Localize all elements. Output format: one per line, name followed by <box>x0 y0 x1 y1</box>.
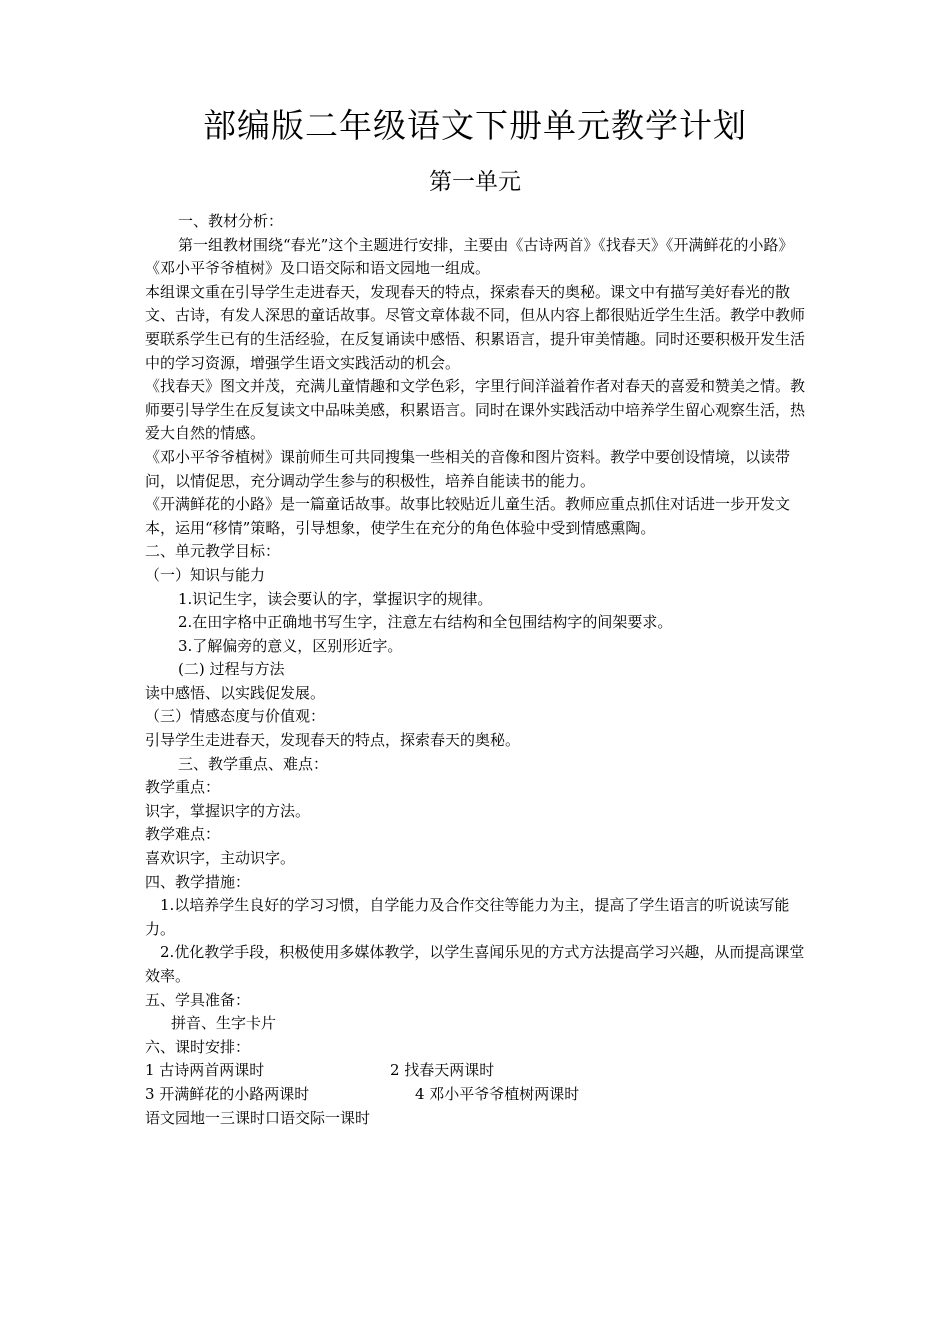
list-item: 2.在田字格中正确地书写生字，注意左右结构和全包围结构字的间架要求。 <box>178 613 673 632</box>
document-title: 部编版二年级语文下册单元教学计划 <box>203 106 747 145</box>
list-item: 2.优化教学手段，积极使用多媒体教学，以学生喜闻乐见的方式方法提高学习兴趣，从而提高课堂效率。 <box>145 943 805 985</box>
paragraph: 语文园地一三课时口语交际一课时 <box>145 1108 371 1127</box>
unit-heading: 第一单元 <box>429 169 521 195</box>
label: 教学重点： <box>145 778 221 797</box>
section-heading-key-points: 三、教学重点、难点： <box>178 754 329 773</box>
schedule-row <box>145 1083 810 1107</box>
paragraph: 拼音、生字卡片 <box>171 1014 277 1033</box>
section-heading-schedule: 六、课时安排： <box>145 1037 251 1056</box>
subheading: (二) 过程与方法 <box>178 660 285 679</box>
schedule-cell: 1 古诗两首两课时 <box>145 1061 265 1080</box>
paragraph: 第一组教材围绕“春光”这个主题进行安排，主要由《古诗两首》《找春天》《开满鲜花的小路》《邓小平爷爷植树》及口语交际和语文园地一组成。 <box>145 235 794 278</box>
section-heading-goals: 二、单元教学目标： <box>145 542 281 561</box>
paragraph: 本组课文重在引导学生走进春天，发现春天的特点，探索春天的奥秘。课文中有描写美好春光的散文、古诗，有发人深思的童话故事。尽管文章体裁不同，但从内容上都很贴近学生生活。教学中教师要联系学生已有的生活经验，在反复诵读中感悟、积累语言，提升审美情趣。同时还要积极开发生活中的学习资源，增强学生语文实践活动的机会。 <box>145 282 806 372</box>
paragraph: 《找春天》图文并茂，充满儿童情趣和文学色彩，字里行间洋溢着作者对春天的喜爱和赞美之情。教师要引导学生在反复读文中品味美感，积累语言。同时在课外实践活动中培养学生留心观察生活，热爱大自然的情感。 <box>145 377 806 443</box>
schedule-row <box>145 1059 810 1083</box>
subheading: （一）知识与能力 <box>145 565 266 584</box>
section-heading-materials: 一、教材分析： <box>178 212 284 230</box>
schedule-cell: 2 找春天两课时 <box>390 1061 495 1080</box>
paragraph: 读中感悟、以实践促发展。 <box>145 683 326 702</box>
section-heading-materials-prep: 五、学具准备： <box>145 990 251 1009</box>
label: 教学难点： <box>145 825 221 844</box>
list-item: 1.以培养学生良好的学习习惯，自学能力及合作交往等能力为主，提高了学生语言的听说读写能力。 <box>145 896 790 938</box>
paragraph: 识字，掌握识字的方法。 <box>145 801 311 820</box>
subheading: （三）情感态度与价值观： <box>145 707 326 726</box>
document-body <box>145 210 810 1130</box>
paragraph: 《邓小平爷爷植树》课前师生可共同搜集一些相关的音像和图片资料。教学中要创设情境，以读带问，以情促思，充分调动学生参与的积极性，培养自能读书的能力。 <box>145 447 791 490</box>
list-item: 1.识记生字，读会要认的字，掌握识字的规律。 <box>178 589 493 608</box>
schedule-cell: 4 邓小平爷爷植树两课时 <box>415 1084 580 1103</box>
paragraph: 喜欢识字，主动识字。 <box>145 849 296 868</box>
list-item: 3.了解偏旁的意义，区别形近字。 <box>178 636 403 655</box>
paragraph: 引导学生走进春天，发现春天的特点，探索春天的奥秘。 <box>145 731 521 750</box>
paragraph: 《开满鲜花的小路》是一篇童话故事。故事比较贴近儿童生活。教师应重点抓住对话进一步开发文本，运用“移情”策略，引导想象，使学生在充分的角色体验中受到情感熏陶。 <box>145 495 791 537</box>
schedule-cell: 3 开满鲜花的小路两课时 <box>145 1084 310 1103</box>
section-heading-measures: 四、教学措施： <box>145 872 251 891</box>
